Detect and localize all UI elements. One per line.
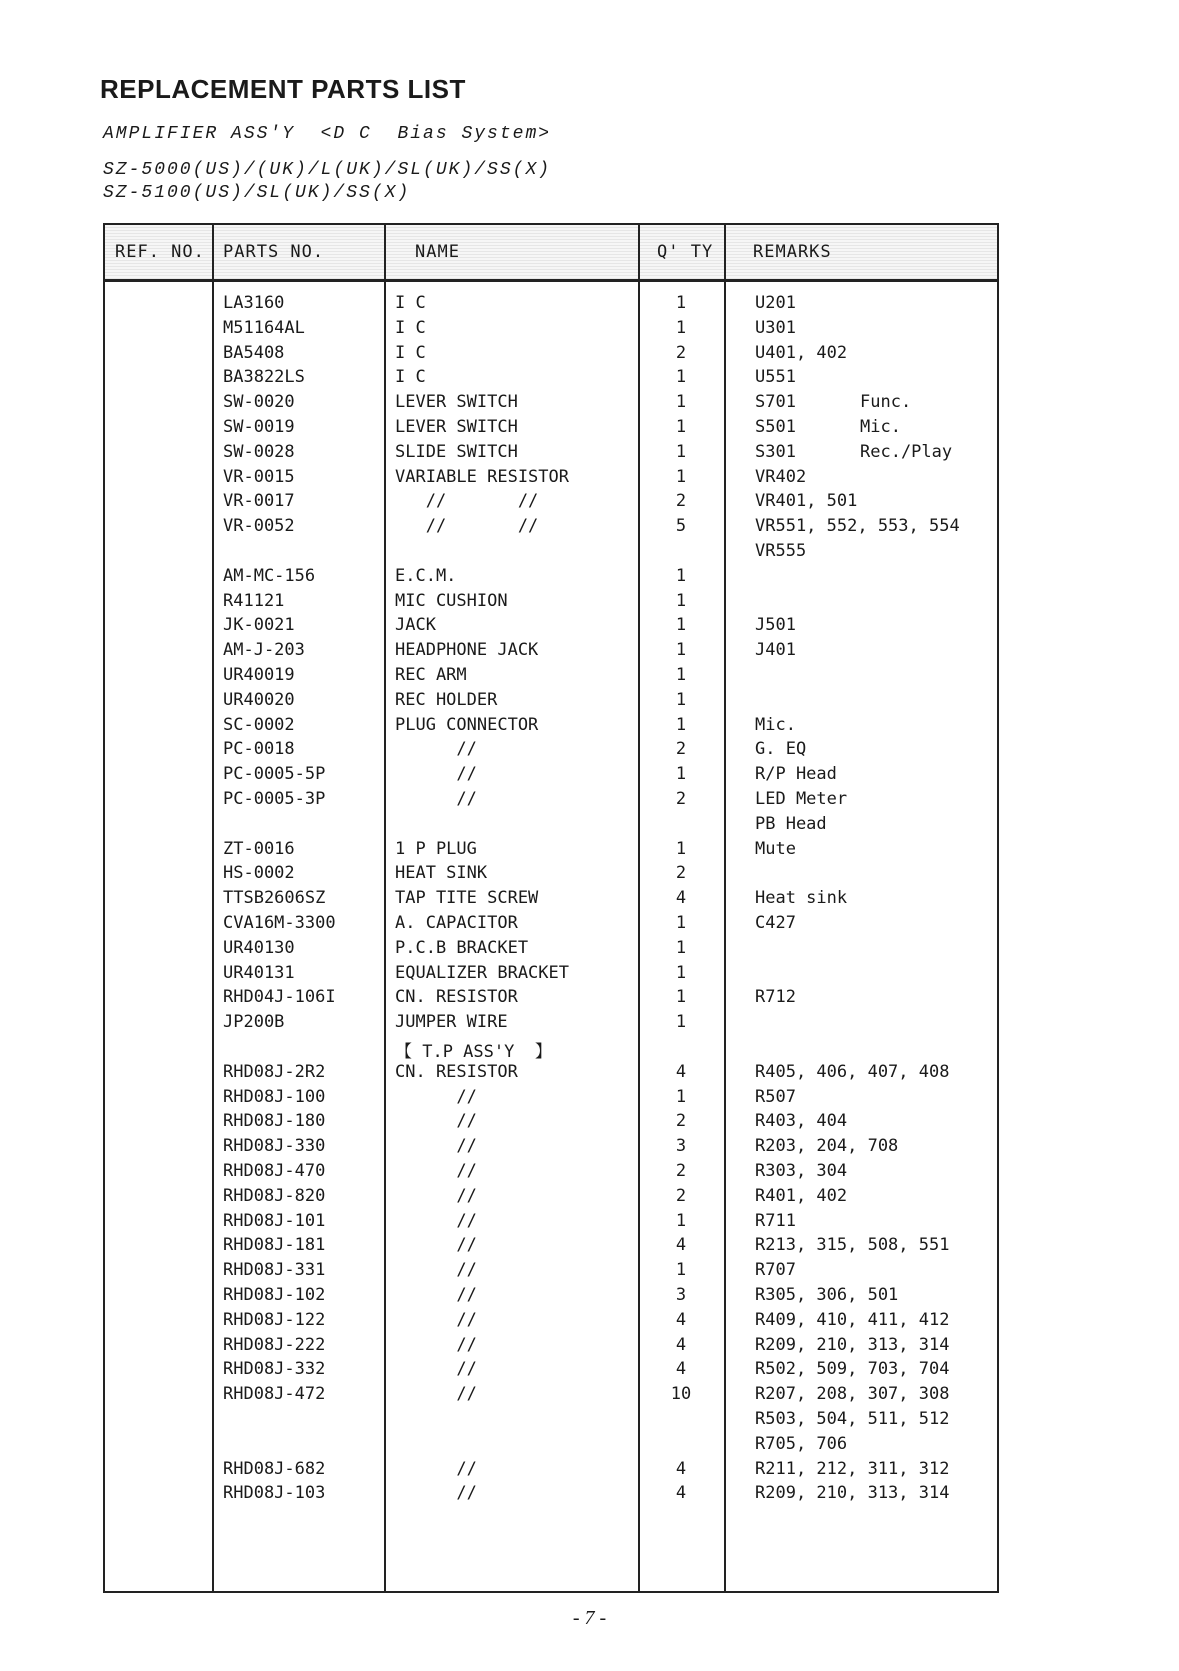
table-row <box>105 1285 997 1311</box>
part-number: SC-0002 <box>223 714 295 735</box>
part-qty: 1 <box>675 293 687 313</box>
part-name: HEADPHONE JACK <box>395 640 539 661</box>
part-qty: 4 <box>675 1334 687 1355</box>
part-qty: 4 <box>675 1061 687 1082</box>
part-number: M51164AL <box>223 317 305 338</box>
part-name: // <box>395 1235 477 1256</box>
header-remarks: REMARKS <box>753 242 832 262</box>
table-row <box>105 1037 997 1063</box>
table-row <box>105 665 997 691</box>
table-row <box>105 541 997 567</box>
part-name: // <box>395 1210 477 1231</box>
part-name: TAP TITE SCREW <box>395 888 539 909</box>
part-qty: 1 <box>675 417 687 437</box>
part-qty: 1 <box>675 367 687 388</box>
table-row <box>105 913 997 939</box>
part-qty: 1 <box>675 913 687 933</box>
part-name: I C <box>395 342 426 363</box>
part-name: REC HOLDER <box>395 689 498 710</box>
part-name: I C <box>395 293 426 313</box>
part-qty: 1 <box>675 392 687 413</box>
part-remarks: R209, 210, 313, 314 <box>755 1483 950 1504</box>
part-name: 1 P PLUG <box>395 838 477 859</box>
part-name: // <box>395 739 477 760</box>
part-remarks-note: Rec./Play <box>860 441 953 462</box>
header-name: NAME <box>415 242 460 262</box>
part-name: I C <box>395 367 426 388</box>
part-number: RHD08J-122 <box>223 1309 326 1330</box>
table-row <box>105 1459 997 1485</box>
part-qty: 1 <box>675 565 687 586</box>
part-remarks: R303, 304 <box>755 1161 848 1181</box>
part-name: LEVER SWITCH <box>395 392 518 413</box>
table-row <box>105 1310 997 1336</box>
part-remarks: R/P Head <box>755 764 837 785</box>
part-number: VR-0017 <box>223 491 295 512</box>
part-number: RHD08J-102 <box>223 1285 326 1305</box>
part-remarks: J501 <box>755 615 796 636</box>
part-qty: 10 <box>670 1384 692 1405</box>
part-number: SW-0020 <box>223 392 295 413</box>
table-row <box>105 1483 997 1509</box>
part-number: UR40020 <box>223 689 295 710</box>
part-number: RHD08J-682 <box>223 1458 326 1479</box>
part-remarks: R503, 504, 511, 512 <box>755 1409 950 1429</box>
part-number: RHD04J-106I <box>223 987 336 1008</box>
part-qty: 1 <box>675 1260 687 1281</box>
part-name: P.C.B BRACKET <box>395 937 529 958</box>
part-number: BA3822LS <box>223 367 305 388</box>
part-number: AM-MC-156 <box>223 565 316 586</box>
part-remarks: VR402 <box>755 466 807 487</box>
table-row <box>105 367 997 393</box>
part-remarks: R213, 315, 508, 551 <box>755 1235 950 1256</box>
part-name: // <box>395 1285 477 1305</box>
part-remarks: VR555 <box>755 541 807 561</box>
part-number: RHD08J-181 <box>223 1235 326 1256</box>
table-row <box>105 615 997 641</box>
part-name: // <box>395 1111 477 1132</box>
part-name: // <box>395 1136 477 1157</box>
part-number: JP200B <box>223 1012 285 1033</box>
part-number: RHD08J-330 <box>223 1136 326 1157</box>
part-remarks: R409, 410, 411, 412 <box>755 1309 950 1330</box>
table-row <box>105 1235 997 1261</box>
part-number: ZT-0016 <box>223 838 295 859</box>
part-name: // // <box>395 516 539 537</box>
part-name: // // <box>395 491 539 512</box>
part-qty: 1 <box>675 665 687 685</box>
table-row <box>105 392 997 418</box>
part-remarks: U551 <box>755 367 796 388</box>
part-qty: 1 <box>675 441 687 462</box>
part-qty: 2 <box>675 1185 687 1206</box>
part-number: TTSB2606SZ <box>223 888 326 909</box>
part-name: PLUG CONNECTOR <box>395 714 539 735</box>
part-qty: 2 <box>675 1161 687 1181</box>
part-qty: 4 <box>675 1235 687 1256</box>
part-name: // <box>395 1185 477 1206</box>
part-name: // <box>395 1309 477 1330</box>
table-row <box>105 491 997 517</box>
header-parts-no: PARTS NO. <box>223 242 325 262</box>
part-qty: 1 <box>675 1012 687 1033</box>
part-number: LA3160 <box>223 293 285 313</box>
part-remarks: R502, 509, 703, 704 <box>755 1359 950 1380</box>
part-qty: 1 <box>675 714 687 735</box>
part-name: HEAT SINK <box>395 863 488 884</box>
part-number: RHD08J-222 <box>223 1334 326 1355</box>
part-number: SW-0028 <box>223 441 295 462</box>
table-row <box>105 839 997 865</box>
part-qty: 2 <box>675 863 687 884</box>
part-number: RHD08J-180 <box>223 1111 326 1132</box>
part-name: // <box>395 764 477 785</box>
table-row <box>105 1087 997 1113</box>
part-name: VARIABLE RESISTOR <box>395 466 569 487</box>
part-remarks: LED Meter <box>755 789 848 809</box>
part-name: // <box>395 1483 477 1504</box>
part-qty: 1 <box>675 640 687 661</box>
part-remarks: G. EQ <box>755 739 807 760</box>
part-name: 【 T.P ASS'Y 】 <box>395 1042 552 1062</box>
table-row <box>105 640 997 666</box>
table-row <box>105 343 997 369</box>
part-number: BA5408 <box>223 342 285 363</box>
part-remarks: U201 <box>755 293 796 313</box>
part-qty: 4 <box>675 1309 687 1330</box>
part-qty: 1 <box>675 987 687 1008</box>
table-row <box>105 1111 997 1137</box>
part-qty: 1 <box>675 1210 687 1231</box>
part-number: RHD08J-103 <box>223 1483 326 1504</box>
part-number: UR40019 <box>223 665 295 685</box>
parts-table <box>103 223 999 1593</box>
part-remarks: R403, 404 <box>755 1111 848 1132</box>
table-row <box>105 566 997 592</box>
part-qty: 2 <box>675 1111 687 1132</box>
part-remarks: J401 <box>755 640 796 661</box>
part-qty: 4 <box>675 1458 687 1479</box>
part-qty: 1 <box>675 466 687 487</box>
part-remarks: PB Head <box>755 813 827 834</box>
part-number: R41121 <box>223 590 285 611</box>
part-number: JK-0021 <box>223 615 295 636</box>
part-name: JUMPER WIRE <box>395 1012 508 1033</box>
part-qty: 4 <box>675 1483 687 1504</box>
table-row <box>105 1434 997 1460</box>
part-number: AM-J-203 <box>223 640 305 661</box>
part-remarks: R401, 402 <box>755 1185 848 1206</box>
part-remarks: R211, 212, 311, 312 <box>755 1458 950 1479</box>
part-qty: 4 <box>675 888 687 909</box>
part-remarks: S501 <box>755 417 796 437</box>
part-number: RHD08J-100 <box>223 1086 326 1107</box>
table-row <box>105 417 997 443</box>
part-remarks: R705, 706 <box>755 1433 848 1454</box>
table-row <box>105 467 997 493</box>
models-line-2: SZ-5100(US)/SL(UK)/SS(X) <box>103 183 411 203</box>
part-number: RHD08J-101 <box>223 1210 326 1231</box>
table-row <box>105 715 997 741</box>
part-number: VR-0052 <box>223 516 295 537</box>
part-remarks: R711 <box>755 1210 796 1231</box>
part-remarks: VR401, 501 <box>755 491 858 512</box>
table-row <box>105 963 997 989</box>
part-name: SLIDE SWITCH <box>395 441 518 462</box>
part-qty: 5 <box>675 516 687 537</box>
part-name: REC ARM <box>395 665 467 685</box>
part-remarks: S301 <box>755 441 796 462</box>
part-name: // <box>395 1161 477 1181</box>
part-name: // <box>395 1086 477 1107</box>
part-name: E.C.M. <box>395 565 457 586</box>
part-qty: 1 <box>675 590 687 611</box>
part-remarks: R507 <box>755 1086 796 1107</box>
part-qty: 3 <box>675 1285 687 1305</box>
part-remarks: Heat sink <box>755 888 848 909</box>
part-qty: 2 <box>675 342 687 363</box>
models-line-1: SZ-5000(US)/(UK)/L(UK)/SL(UK)/SS(X) <box>103 160 552 180</box>
part-name: // <box>395 1334 477 1355</box>
part-qty: 2 <box>675 491 687 512</box>
part-remarks: R305, 306, 501 <box>755 1285 899 1305</box>
part-number: RHD08J-820 <box>223 1185 326 1206</box>
table-row <box>105 1384 997 1410</box>
part-remarks-note: Mic. <box>860 417 901 437</box>
table-row <box>105 814 997 840</box>
part-number: SW-0019 <box>223 417 295 437</box>
part-number: PC-0005-5P <box>223 764 326 785</box>
part-name: // <box>395 1384 477 1405</box>
part-qty: 3 <box>675 1136 687 1157</box>
part-number: PC-0018 <box>223 739 295 760</box>
table-row <box>105 764 997 790</box>
table-row <box>105 1012 997 1038</box>
part-remarks: U301 <box>755 317 796 338</box>
table-row <box>105 1136 997 1162</box>
table-header <box>105 225 997 282</box>
part-remarks: R707 <box>755 1260 796 1281</box>
table-row <box>105 739 997 765</box>
part-number: CVA16M-3300 <box>223 913 336 933</box>
part-qty: 1 <box>675 764 687 785</box>
part-qty: 1 <box>675 689 687 710</box>
part-number: UR40130 <box>223 937 295 958</box>
table-row <box>105 690 997 716</box>
table-row <box>105 1335 997 1361</box>
part-name: // <box>395 789 477 809</box>
table-row <box>105 789 997 815</box>
part-number: PC-0005-3P <box>223 789 326 809</box>
header-qty: Q' TY <box>657 242 714 262</box>
part-qty: 2 <box>675 739 687 760</box>
table-row <box>105 1359 997 1385</box>
part-qty: 1 <box>675 962 687 983</box>
part-remarks: C427 <box>755 913 796 933</box>
table-row <box>105 1260 997 1286</box>
part-number: RHD08J-331 <box>223 1260 326 1281</box>
table-row <box>105 888 997 914</box>
page-number: - 7 - <box>572 1607 607 1629</box>
table-row <box>105 1211 997 1237</box>
part-number: RHD08J-470 <box>223 1161 326 1181</box>
part-qty: 1 <box>675 1086 687 1107</box>
part-name: JACK <box>395 615 436 636</box>
part-remarks: U401, 402 <box>755 342 848 363</box>
table-row <box>105 442 997 468</box>
part-qty: 2 <box>675 789 687 809</box>
part-remarks-note: Func. <box>860 392 912 413</box>
page-title: REPLACEMENT PARTS LIST <box>100 74 466 104</box>
part-name: CN. RESISTOR <box>395 1061 518 1082</box>
table-row <box>105 1161 997 1187</box>
part-remarks: Mute <box>755 838 796 859</box>
part-number: HS-0002 <box>223 863 295 884</box>
part-name: MIC CUSHION <box>395 590 508 611</box>
table-row <box>105 1186 997 1212</box>
part-number: RHD08J-472 <box>223 1384 326 1405</box>
table-row <box>105 318 997 344</box>
header-ref-no: REF. NO. <box>115 242 205 262</box>
part-qty: 1 <box>675 317 687 338</box>
part-number: VR-0015 <box>223 466 295 487</box>
assembly-subtitle: AMPLIFIER ASS'Y <D C Bias System> <box>103 124 552 144</box>
table-row <box>105 863 997 889</box>
part-remarks: S701 <box>755 392 796 413</box>
table-row <box>105 516 997 542</box>
part-number: RHD08J-2R2 <box>223 1061 326 1082</box>
table-row <box>105 591 997 617</box>
part-name: A. CAPACITOR <box>395 913 518 933</box>
part-name: EQUALIZER BRACKET <box>395 962 569 983</box>
part-remarks: VR551, 552, 553, 554 <box>755 516 960 537</box>
part-name: // <box>395 1359 477 1380</box>
part-qty: 1 <box>675 937 687 958</box>
part-name: // <box>395 1260 477 1281</box>
part-name: // <box>395 1458 477 1479</box>
part-name: CN. RESISTOR <box>395 987 518 1008</box>
table-row <box>105 293 997 319</box>
part-name: LEVER SWITCH <box>395 417 518 437</box>
part-number: UR40131 <box>223 962 295 983</box>
table-row <box>105 938 997 964</box>
part-qty: 4 <box>675 1359 687 1380</box>
table-row <box>105 1062 997 1088</box>
part-number: RHD08J-332 <box>223 1359 326 1380</box>
part-qty: 1 <box>675 838 687 859</box>
part-name: I C <box>395 317 426 338</box>
part-remarks: R712 <box>755 987 796 1008</box>
part-remarks: Mic. <box>755 714 796 735</box>
table-row <box>105 1409 997 1435</box>
part-remarks: R405, 406, 407, 408 <box>755 1061 950 1082</box>
table-row <box>105 987 997 1013</box>
part-remarks: R209, 210, 313, 314 <box>755 1334 950 1355</box>
part-remarks: R203, 204, 708 <box>755 1136 899 1157</box>
part-remarks: R207, 208, 307, 308 <box>755 1384 950 1405</box>
part-qty: 1 <box>675 615 687 636</box>
